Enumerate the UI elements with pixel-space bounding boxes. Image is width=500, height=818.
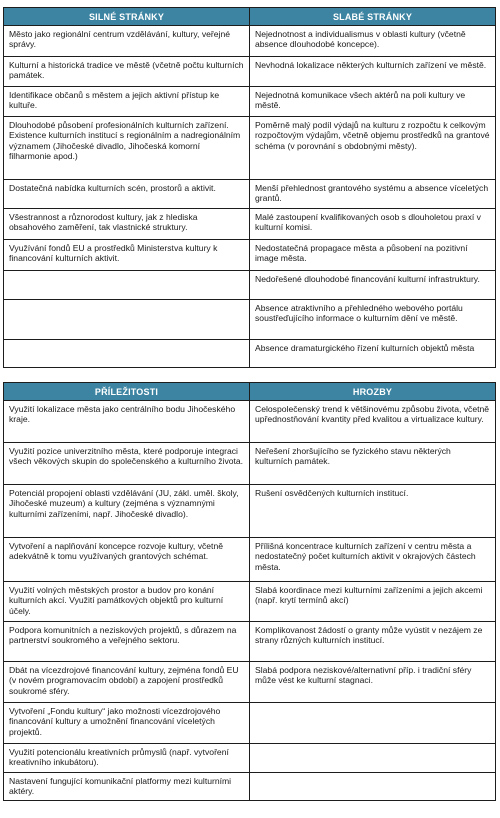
table-row: [4, 271, 496, 300]
weakness-cell: Nedořešené dlouhodobé financování kulturní infrastruktury.: [250, 271, 496, 300]
header-opportunities: PŘÍLEŽITOSTI: [4, 383, 250, 401]
opportunity-cell: Využití pozice univerzitního města, které podporuje integraci všech věkových skupin do společenského a kulturního života.: [4, 443, 250, 485]
opportunity-cell: Dbát na vícezdrojové financování kultury, zejména fondů EU (v novém programovacím období) a zapojení prostředků soukromé sféry.: [4, 662, 250, 703]
header-weaknesses: SLABÉ STRÁNKY: [250, 8, 496, 26]
table-row: [4, 340, 496, 368]
table-row: [4, 26, 496, 57]
table-row: [4, 57, 496, 87]
opportunity-cell: Vytvoření a naplňování koncepce rozvoje kultury, včetně adekvátně k tomu využívaných grantových schémat.: [4, 538, 250, 582]
threat-cell: Neřešení zhoršujícího se fyzického stavu některých kulturních památek.: [250, 443, 496, 485]
threat-cell: [250, 703, 496, 744]
table-row: [4, 703, 496, 744]
threat-cell: Přílišná koncentrace kulturních zařízení v centru města a nedostatečný počet kulturních aktivit v okrajových částech města.: [250, 538, 496, 582]
weakness-cell: Nejednotná komunikace všech aktérů na poli kultury ve městě.: [250, 87, 496, 117]
weakness-cell: Nevhodná lokalizace některých kulturních zařízení ve městě.: [250, 57, 496, 87]
threat-cell: Rušení osvědčených kulturních institucí.: [250, 485, 496, 538]
strength-cell: [4, 340, 250, 368]
strength-cell: [4, 300, 250, 340]
swot-table-opportunities-threats: [3, 382, 496, 801]
table-row: [4, 744, 496, 773]
opportunity-cell: Vytvoření „Fondu kultury“ jako možnosti vícezdrojového financování kultury a umožnění financování víceletých projektů.: [4, 703, 250, 744]
strength-cell: Dlouhodobé působení profesionálních kulturních zařízení. Existence kulturních institucí s regionálním a nadregionálním významem (Jihočeské divadlo, Jihočeská komorní filharmonie apod.): [4, 117, 250, 180]
weakness-cell: Absence atraktivního a přehledného webového portálu soustřeďujícího informace o kulturním dění ve městě.: [250, 300, 496, 340]
opportunity-cell: Podpora komunitních a neziskových projektů, s důrazem na partnerství soukromého a veřejného sektoru.: [4, 622, 250, 662]
table-row: [4, 582, 496, 622]
threat-cell: [250, 744, 496, 773]
strength-cell: Identifikace občanů s městem a jejich aktivní přístup ke kultuře.: [4, 87, 250, 117]
strength-cell: Využívání fondů EU a prostředků Ministerstva kultury k financování kulturních aktivit.: [4, 240, 250, 271]
opportunity-cell: Potenciál propojení oblasti vzdělávání (JU, zákl. uměl. školy, Jihočeské muzeum) a kultury (zejména s významnými kulturními zařízeními, např. Jihočeské divadlo).: [4, 485, 250, 538]
table-row: [4, 662, 496, 703]
table-row: [4, 773, 496, 801]
table-row: [4, 300, 496, 340]
threat-cell: Komplikovanost žádostí o granty může vyústit v nezájem ze strany různých kulturních institucí.: [250, 622, 496, 662]
table-row: [4, 117, 496, 180]
table-row: [4, 485, 496, 538]
threat-cell: Celospolečenský trend k většinovému způsobu života, včetně upřednostňování kvantity před kvalitou a virtualizace kultury.: [250, 401, 496, 443]
strength-cell: Dostatečná nabídka kulturních scén, prostorů a aktivit.: [4, 180, 250, 209]
strength-cell: [4, 271, 250, 300]
threat-cell: Slabá podpora neziskové/alternativní příp. i tradiční sféry může vést ke kulturní stagnaci.: [250, 662, 496, 703]
opportunity-cell: Využití lokalizace města jako centrálního bodu Jihočeského kraje.: [4, 401, 250, 443]
strength-cell: Všestrannost a různorodost kultury, jak z hlediska obsahového zaměření, tak vlastnické struktury.: [4, 209, 250, 240]
strength-cell: Město jako regionální centrum vzdělávání, kultury, veřejné správy.: [4, 26, 250, 57]
weakness-cell: Absence dramaturgického řízení kulturních objektů města: [250, 340, 496, 368]
table-row: [4, 209, 496, 240]
threat-cell: [250, 773, 496, 801]
table-header-row: [4, 383, 496, 401]
table-row: [4, 443, 496, 485]
table-row: [4, 87, 496, 117]
weakness-cell: Nejednotnost a individualismus v oblasti kultury (včetně absence dlouhodobé koncepce).: [250, 26, 496, 57]
table-row: [4, 180, 496, 209]
weakness-cell: Menší přehlednost grantového systému a absence víceletých grantů.: [250, 180, 496, 209]
table-row: [4, 538, 496, 582]
opportunity-cell: Využití volných městských prostor a budov pro konání kulturních akcí. Využití památkových objektů pro kulturní účely.: [4, 582, 250, 622]
header-strengths: SILNÉ STRÁNKY: [4, 8, 250, 26]
strength-cell: Kulturní a historická tradice ve městě (včetně počtu kulturních památek.: [4, 57, 250, 87]
header-threats: HROZBY: [250, 383, 496, 401]
table-row: [4, 401, 496, 443]
table-header-row: [4, 8, 496, 26]
weakness-cell: Nedostatečná propagace města a působení na pozitivní image města.: [250, 240, 496, 271]
weakness-cell: Poměrně malý podíl výdajů na kulturu z rozpočtu k celkovým rozpočtovým výdajům, včetně objemu prostředků na grantové schéma (v porovnání s obdobnými městy).: [250, 117, 496, 180]
table-row: [4, 240, 496, 271]
threat-cell: Slabá koordinace mezi kulturními zařízeními a jejich akcemi (např. krytí termínů akcí): [250, 582, 496, 622]
table-row: [4, 622, 496, 662]
opportunity-cell: Využití potencionálu kreativních průmyslů (např. vytvoření kreativního inkubátoru).: [4, 744, 250, 773]
swot-table-strengths-weaknesses: [3, 7, 496, 368]
opportunity-cell: Nastavení fungující komunikační platformy mezi kulturními aktéry.: [4, 773, 250, 801]
weakness-cell: Malé zastoupení kvalifikovaných osob s dlouholetou praxí v kulturní komisi.: [250, 209, 496, 240]
